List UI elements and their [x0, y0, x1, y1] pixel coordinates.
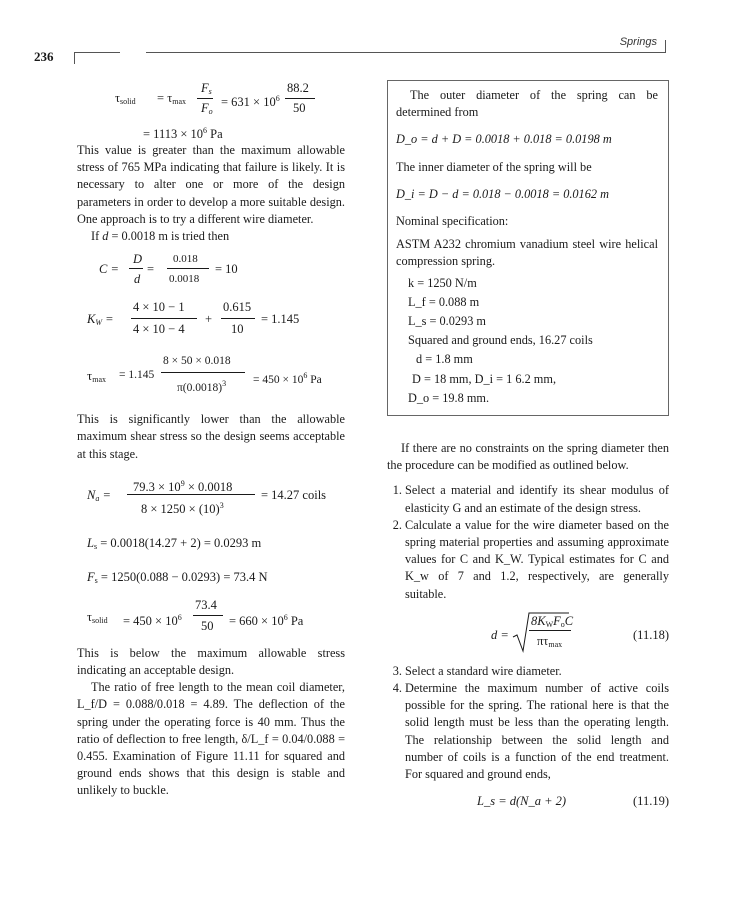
equation-spring-index: C = D d = 0.018 0.0018 = 10	[99, 252, 238, 287]
equation-tau-max: $\tau_{max}$ = 1.145 8 × 50 × 0.018 $\pi(0.0018)^3$ = $450 \times 10^6$ Pa	[87, 355, 322, 395]
equation-tau-solid-2: $\tau_{solid}$ = $450 \times 10^6$ 73.4 50 = $660 \times 10^6$ Pa	[87, 597, 304, 633]
paragraph-acceptable-design: This is below the maximum allowable stress indicating an acceptable design.	[77, 645, 345, 678]
procedure-step: 1. Select a material and identify its shear modulus of elasticity G and an estimate of the design stress.	[405, 482, 669, 516]
fraction-bar	[193, 615, 223, 616]
specification-list	[396, 275, 658, 407]
header-rule-left-tick	[74, 52, 75, 64]
equation-solid-length-coils: L_s = d(N_a + 2) (11.19)	[387, 789, 669, 813]
header-rule-tick	[665, 40, 666, 53]
spec-line: L_s = 0.0293 m	[408, 314, 486, 329]
equation-tau-solid-1b: = $1113 \times 10^6$ Pa	[143, 126, 223, 141]
spec-line: D = 18 mm, D_i = 1 6.2 mm,	[412, 371, 557, 386]
paragraph-try-diameter: If d = 0.0018 m is tried then	[91, 229, 230, 244]
fraction-bar	[221, 318, 255, 319]
fraction-bar	[129, 268, 143, 269]
equation-number: (11.19)	[633, 794, 669, 809]
fraction-bar	[161, 372, 245, 373]
procedure-step: 3. Select a standard wire diameter.	[405, 663, 669, 680]
procedure-step: 2. Calculate a value for the wire diameter based on the spring material properties and assuming approximate values for C and K_W. Typical estimates for C and K_w of 7 and 1.2, respectively, are generally suitable.	[405, 517, 669, 603]
fraction-bar	[127, 494, 255, 495]
spec-line: D_o = 19.8 mm.	[408, 390, 490, 405]
fraction-bar	[529, 630, 571, 631]
specification-box	[387, 80, 669, 416]
spec-line: L_f = 0.088 m	[408, 294, 480, 309]
equation-wire-diameter: d = $8K_WF_oC$ $\pi\tau_{max}$ (11.18)	[387, 609, 669, 659]
paragraph-failure: This value is greater than the maximum allowable stress of 765 MPa indicating that failure is likely. It is necessary to alter one or more of the design parameters in order to develop a more suitable design. One approach is to try a different wire diameter.	[77, 143, 345, 226]
equation-solid-force: $F_s = 1250(0.088 - 0.0293) = 73.4$ N	[87, 569, 268, 585]
paragraph-ratio-free-length: The ratio of free length to the mean coil diameter, L_f/D = 0.088/0.018 = 4.89. The deflection of the spring under the operating force is 40 mm. Thus the ratio of deflection to free length, δ/L_f = 0.04/0.088 = 0.455. Examination of Figure 11.11 for squared and ground ends shows that this design is stable and unlikely to buckle.	[77, 680, 345, 798]
equation-wahl-factor: $K_W$ = 4 × 10 − 1 4 × 10 − 4 + 0.615 10 = 1.145	[87, 300, 300, 337]
equation-inner-diameter: D_i = D − d = 0.018 − 0.0018 = 0.0162 m	[396, 186, 609, 201]
fraction-bar	[285, 98, 315, 99]
fraction-bar	[167, 268, 209, 269]
nominal-specification-label: Nominal specification:	[396, 214, 509, 229]
box-inner-diameter-text: The inner diameter of the spring will be	[396, 159, 592, 174]
equation-active-coils: $N_a$ = $79.3 \times 10^9 \times 0.0018$ $8 \times 1250 \times (10)^3$ = 14.27 coils	[87, 478, 327, 516]
page-number: 236	[34, 49, 54, 64]
equation-number: (11.18)	[633, 627, 669, 642]
right-column	[387, 80, 669, 813]
paragraph-significantly-lower: This is significantly lower than the allowable maximum shear stress so the design seems acceptable at this stage.	[77, 412, 345, 461]
procedure-step: 4. Determine the maximum number of active coils possible for the spring. The rational here is that the solid length must be less than the operating length. The relationship between the solid length and number of coils is a function of the end treatment. For squared and ground ends,	[405, 680, 669, 783]
box-outer-diameter-text: The outer diameter of the spring can be determined from	[396, 88, 658, 120]
fraction-bar	[197, 98, 213, 99]
specification-title: ASTM A232 chromium vanadium steel wire helical compression spring.	[396, 237, 658, 269]
header-rule-left	[74, 52, 120, 53]
left-column	[77, 80, 345, 800]
equation-solid-length: $L_s = 0.0018(14.27 + 2) = 0.0293$ m	[87, 535, 262, 551]
paragraph-no-constraints: If there are no constraints on the spring diameter then the procedure can be modified as outlined below.	[387, 441, 669, 473]
running-head: Springs	[619, 36, 657, 48]
spec-line: d = 1.8 mm	[416, 352, 473, 367]
header-rule	[146, 52, 666, 53]
spec-line: Squared and ground ends, 16.27 coils	[408, 333, 593, 348]
equation-tau-solid-1: $\tau_{solid}$ = $\tau_{max}$ $F_s$ $F_o$ = $631 \times 10^6$ 88.2 50	[77, 80, 345, 118]
spec-line: k = 1250 N/m	[408, 275, 477, 290]
procedure-list-continued	[387, 663, 669, 783]
tau-symbol: τ	[115, 91, 121, 105]
fraction-bar	[131, 318, 197, 319]
procedure-list	[387, 482, 669, 602]
equation-outer-diameter: D_o = d + D = 0.0018 + 0.018 = 0.0198 m	[396, 132, 612, 147]
